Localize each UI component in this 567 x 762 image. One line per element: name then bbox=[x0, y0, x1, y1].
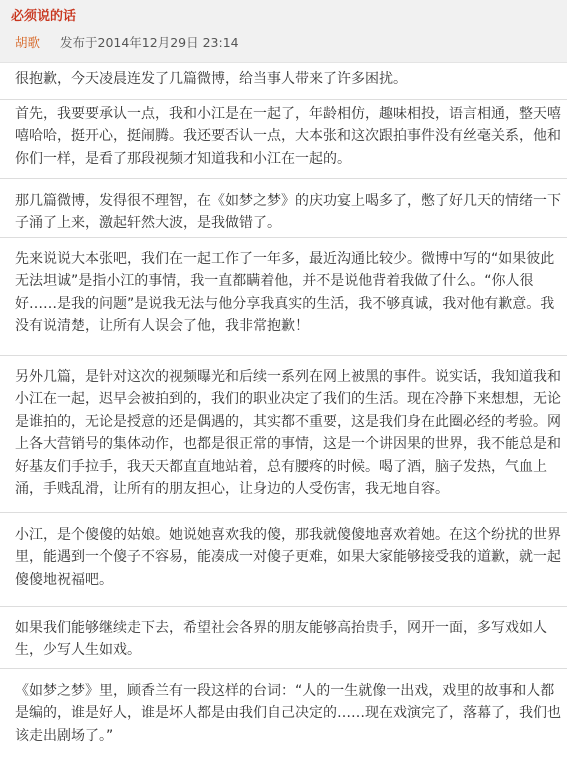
paragraph-5: 另外几篇，是针对这次的视频曝光和后续一系列在网上被黑的事件。说实话，我知道我和小江在一起，迟早会被拍到的，我们的职业决定了我们的生活。现在冷静下来想想，无论是谁拍的，无论是授意的还是偶遇的，其实都不重要，这是我们身在此圈必经的考验。网上各大营销号的集体动作，也都是很正常的事情，这是一个讲因果的世界，我不能总是和好基友们手拉手，我天天都直直地站着，总有腰疼的时候。喝了酒，脑子发热，气血上涌，手贱乱滑，让所有的朋友担心，让身边的人受伤害，我无地自容。 bbox=[15, 369, 561, 498]
paragraph-6: 小江，是个傻傻的姑娘。她说她喜欢我的傻，那我就傻傻地喜欢着她。在这个纷扰的世界里，能遇到一个傻子不容易，能凑成一对傻子更难，如果大家能够接受我的道歉，就一起傻傻地祝福吧。 bbox=[15, 527, 561, 588]
paragraph-3: 那几篇微博，发得很不理智，在《如梦之梦》的庆功宴上喝多了，憋了好几天的情绪一下子涌了上来，激起轩然大波，是我做错了。 bbox=[15, 193, 561, 232]
article-meta bbox=[15, 33, 239, 51]
article-header bbox=[0, 0, 567, 63]
paragraph-divider bbox=[0, 668, 567, 669]
publish-time: 发布于2014年12月29日 23:14 bbox=[60, 35, 239, 50]
paragraph-4: 先来说说大本张吧，我们在一起工作了一年多，最近沟通比较少。微博中写的“如果彼此无法坦诚”是指小江的事情，我一直都瞒着他，并不是说他背着我做了什么。“你人很好……是我的问题”是说我无法与他分享我真实的生活，我不够真诚，我对他有歉意。我没有说清楚，让所有人误会了他，我非常抱歉！ bbox=[15, 251, 555, 335]
paragraph-divider bbox=[0, 99, 567, 100]
paragraph-7: 如果我们能够继续走下去，希望社会各界的朋友能够高抬贵手，网开一面，多写戏如人生，少写人生如戏。 bbox=[15, 620, 547, 659]
paragraph-divider bbox=[0, 606, 567, 607]
paragraph-divider bbox=[0, 355, 567, 356]
article-title: 必须说的话 bbox=[11, 9, 77, 24]
paragraph-1: 很抱歉，今天凌晨连发了几篇微博，给当事人带来了许多困扰。 bbox=[15, 71, 407, 87]
paragraph-2: 首先，我要要承认一点，我和小江是在一起了，年龄相仿，趣味相投，语言相通，整天嘻嘻哈哈，挺开心，挺闹腾。我还要否认一点，大本张和这次跟拍事件没有丝毫关系，他和你们一样，是看了那段视频才知道我和小江在一起的。 bbox=[15, 106, 561, 167]
paragraph-8: 《如梦之梦》里，顾香兰有一段这样的台词：“人的一生就像一出戏，戏里的故事和人都是编的，谁是好人，谁是坏人都是由我们自己决定的……现在戏演完了，落幕了，我们也该走出剧场了。” bbox=[15, 683, 561, 744]
paragraph-divider bbox=[0, 512, 567, 513]
paragraph-divider bbox=[0, 237, 567, 238]
paragraph-divider bbox=[0, 178, 567, 179]
author-link[interactable]: 胡歌 bbox=[15, 35, 41, 50]
